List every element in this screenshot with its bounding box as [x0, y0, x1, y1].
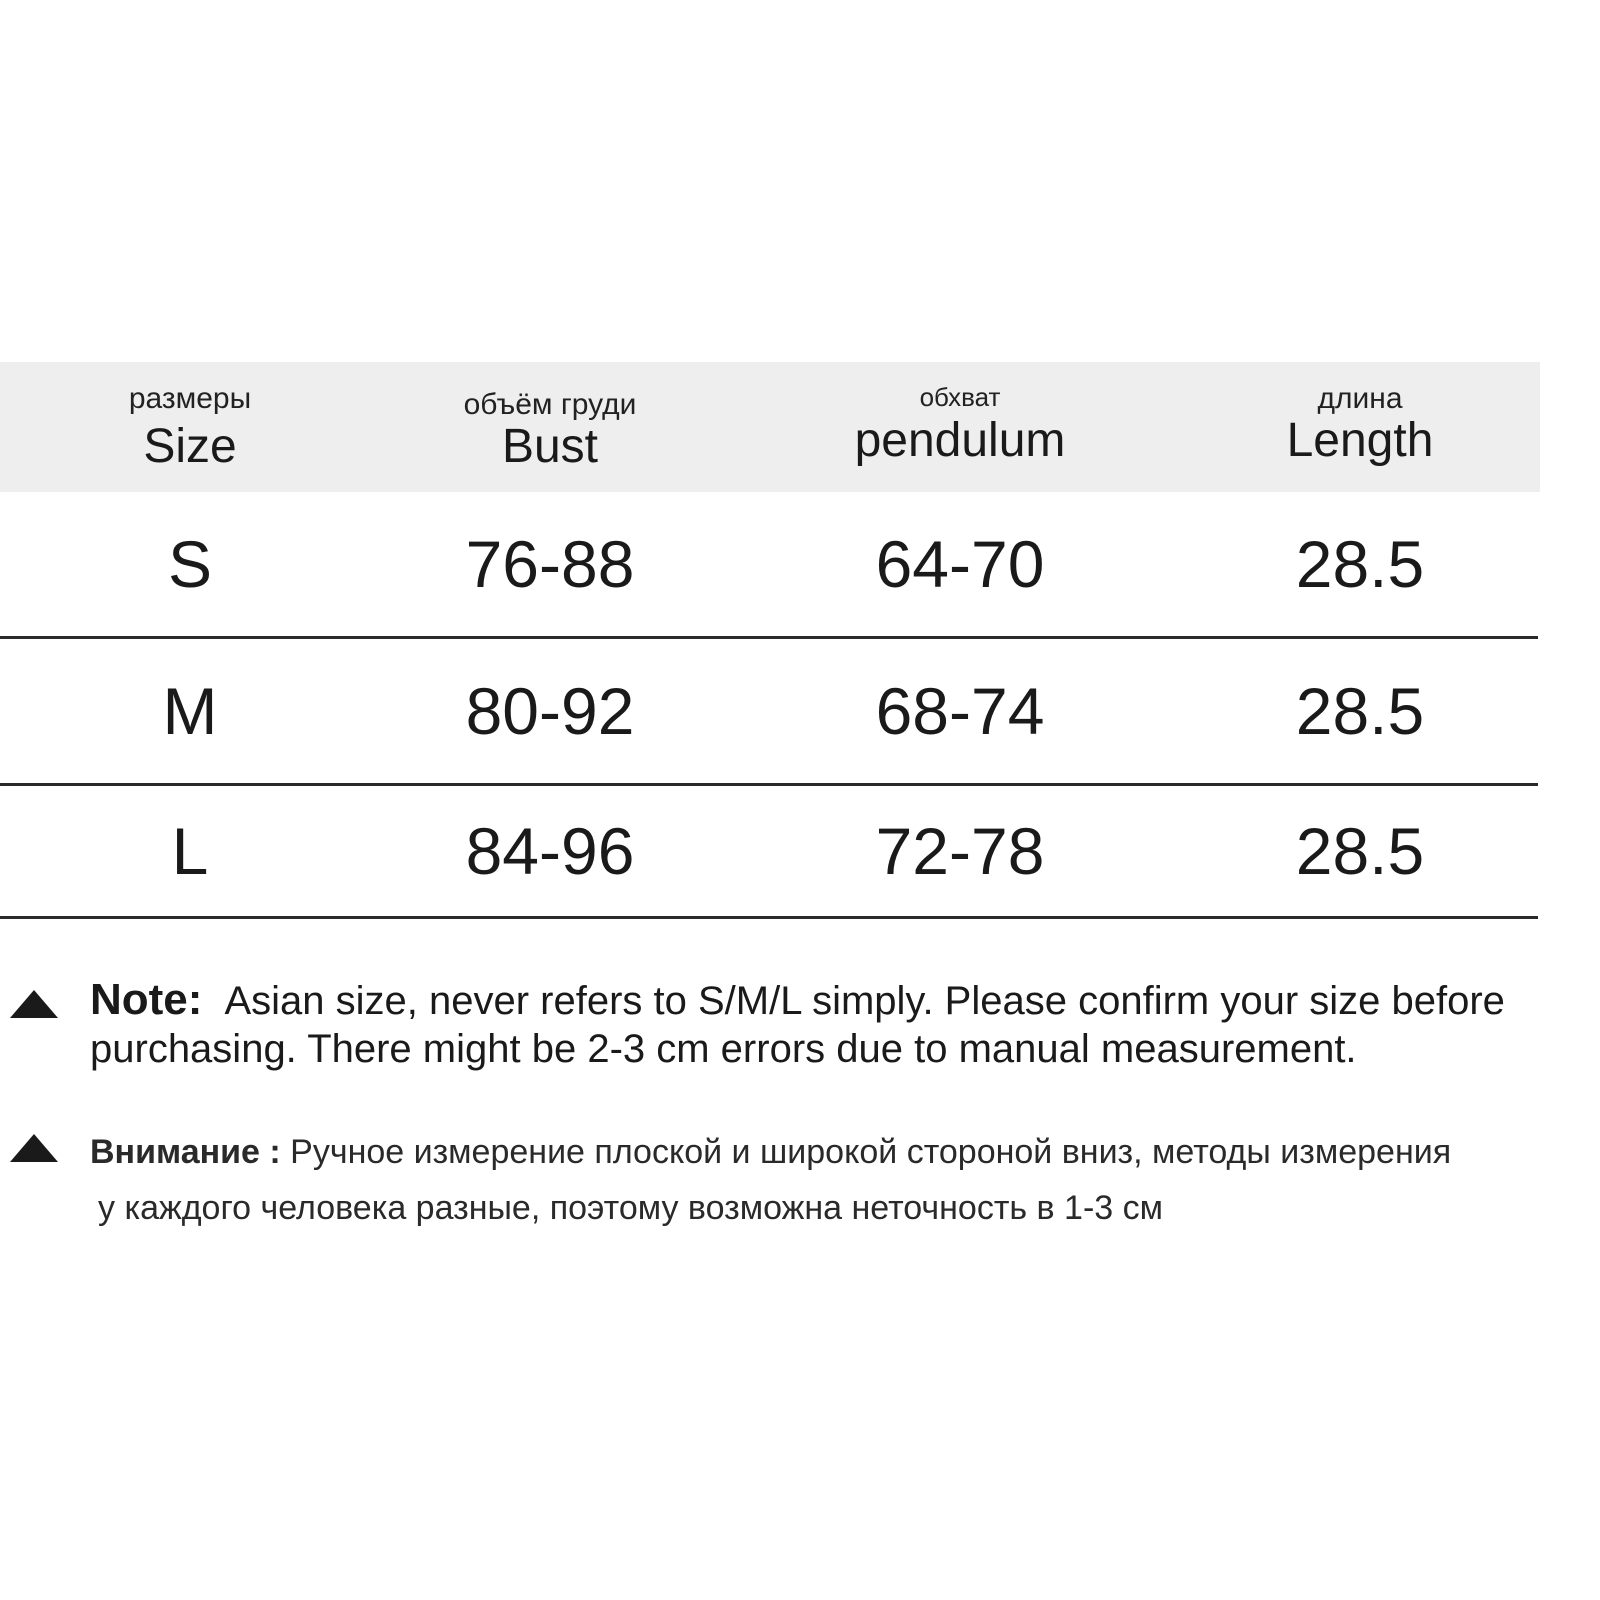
table-row: [0, 639, 1538, 786]
header-length-ru: длина: [1317, 382, 1403, 415]
cell-length: 28.5: [1295, 527, 1425, 601]
note-russian-line1: Ручное измерение плоской и широкой стороной вниз, методы измерения: [290, 1133, 1452, 1171]
header-pendulum-en: pendulum: [854, 414, 1066, 467]
note-russian-label: Внимание :: [90, 1133, 281, 1171]
cell-bust: 76-88: [465, 527, 635, 601]
cell-length: 28.5: [1295, 814, 1425, 888]
cell-pendulum: 64-70: [875, 527, 1045, 601]
table-header: [0, 362, 1540, 492]
header-size-en: Size: [143, 420, 237, 473]
header-pendulum-ru: обхват: [919, 382, 1001, 412]
header-bust-ru: объём груди: [463, 388, 637, 421]
table-row: [0, 786, 1538, 919]
cell-bust: 84-96: [465, 814, 635, 888]
header-pendulum: [820, 362, 1100, 492]
cell-pendulum: 72-78: [875, 814, 1045, 888]
header-bust-en: Bust: [501, 420, 599, 473]
cell-size: L: [171, 814, 209, 888]
triangle-up-icon: [10, 990, 58, 1018]
cell-length: 28.5: [1295, 674, 1425, 748]
size-chart-table: [0, 362, 1540, 919]
header-bust: [420, 362, 680, 492]
header-length-en: Length: [1286, 414, 1434, 467]
cell-pendulum: 68-74: [875, 674, 1045, 748]
header-length: [1240, 362, 1480, 492]
header-size: [90, 362, 290, 492]
cell-bust: 80-92: [465, 674, 635, 748]
table-row: [0, 492, 1538, 639]
note-english-text-block: [90, 976, 1590, 1073]
triangle-up-icon: [10, 1134, 58, 1162]
cell-size: M: [162, 674, 218, 748]
cell-size: S: [167, 527, 213, 601]
note-english-text: Asian size, never refers to S/M/L simply. Please confirm your size before purchasing. There might be 2-3 cm errors due to manual measurement.: [90, 979, 1505, 1071]
note-russian-line2: у каждого человека разные, поэтому возможна неточность в 1-3 см: [98, 1189, 1164, 1227]
note-russian-text-block: [90, 1124, 1590, 1236]
header-size-ru: размеры: [128, 382, 252, 415]
note-english-label: Note:: [90, 975, 203, 1024]
